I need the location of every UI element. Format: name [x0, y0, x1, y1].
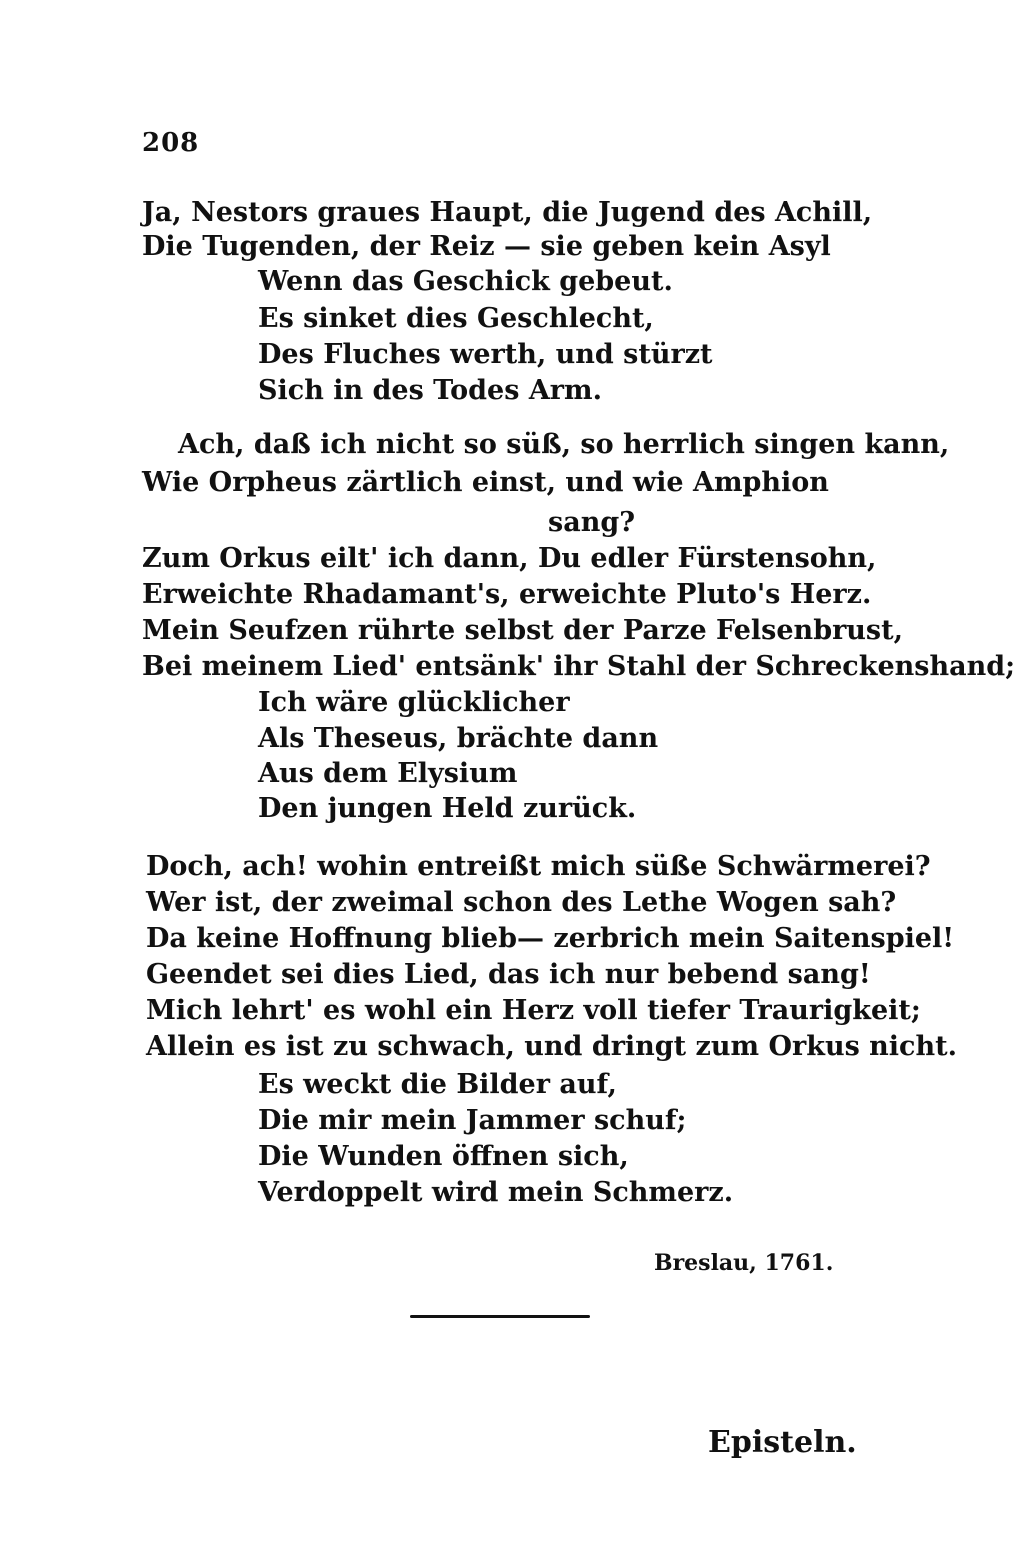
verse-line: Die Wunden öffnen sich,	[258, 1141, 629, 1172]
verse-line: Es weckt die Bilder auf,	[258, 1069, 617, 1100]
dateline: Breslau, 1761.	[654, 1250, 834, 1276]
catchword: Episteln.	[708, 1425, 857, 1460]
verse-line: Wenn das Geschick gebeut.	[258, 266, 673, 297]
verse-line: Wie Orpheus zärtlich einst, und wie Amphion	[142, 467, 829, 498]
verse-line: Die mir mein Jammer schuf;	[258, 1105, 687, 1136]
verse-line: Ich wäre glücklicher	[258, 687, 570, 718]
verse-line: Zum Orkus eilt' ich dann, Du edler Fürstensohn,	[142, 543, 877, 574]
verse-line: Aus dem Elysium	[258, 758, 518, 789]
verse-line: Mich lehrt' es wohl ein Herz voll tiefer Traurigkeit;	[146, 995, 921, 1026]
verse-line: Doch, ach! wohin entreißt mich süße Schwärmerei?	[146, 851, 931, 882]
verse-line: Den jungen Held zurück.	[258, 793, 637, 824]
verse-line: Ja, Nestors graues Haupt, die Jugend des Achill,	[142, 197, 873, 228]
closing-rule	[410, 1315, 590, 1318]
verse-line: Geendet sei dies Lied, das ich nur bebend sang!	[146, 959, 871, 990]
verse-line: Bei meinem Lied' entsänk' ihr Stahl der Schreckenshand;	[142, 651, 1015, 682]
page-number: 208	[142, 128, 200, 158]
verse-line: sang?	[548, 507, 636, 538]
verse-line: Erweichte Rhadamant's, erweichte Pluto's Herz.	[142, 579, 872, 610]
verse-line: Wer ist, der zweimal schon des Lethe Wogen sah?	[146, 887, 897, 918]
verse-line: Sich in des Todes Arm.	[258, 375, 602, 406]
verse-line: Es sinket dies Geschlecht,	[258, 303, 654, 334]
verse-line: Verdoppelt wird mein Schmerz.	[258, 1177, 734, 1208]
verse-line: Ach, daß ich nicht so süß, so herrlich singen kann,	[178, 429, 950, 460]
verse-line: Als Theseus, brächte dann	[258, 723, 659, 754]
verse-line: Die Tugenden, der Reiz — sie geben kein Asyl	[142, 231, 831, 262]
verse-line: Des Fluches werth, und stürzt	[258, 339, 713, 370]
verse-line: Mein Seufzen rührte selbst der Parze Felsenbrust,	[142, 615, 903, 646]
verse-line: Da keine Hoffnung blieb— zerbrich mein Saitenspiel!	[146, 923, 955, 954]
verse-line: Allein es ist zu schwach, und dringt zum Orkus nicht.	[146, 1031, 958, 1062]
